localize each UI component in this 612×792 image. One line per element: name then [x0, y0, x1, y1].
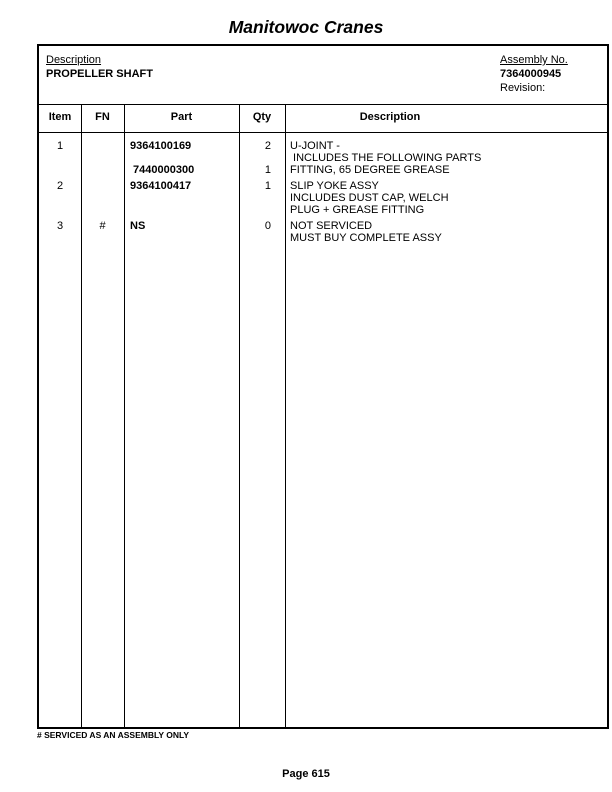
- row-description: [290, 220, 600, 244]
- assembly-no-value: 7364000945: [500, 68, 562, 80]
- revision-label: Revision:: [500, 82, 546, 94]
- row-qty: 0: [264, 220, 271, 232]
- row-item: 1: [56, 140, 64, 152]
- column-divider: [285, 104, 286, 727]
- column-header-qty: Qty: [252, 111, 272, 123]
- row-item: 3: [56, 220, 64, 232]
- column-header-part: Part: [170, 111, 193, 123]
- column-header-description: Description: [359, 111, 421, 123]
- page-number: Page 615: [282, 768, 330, 780]
- row-description: [290, 164, 600, 176]
- row-qty: 1: [264, 164, 271, 176]
- row-part: 7440000300: [130, 164, 195, 176]
- description-line: MUST BUY COMPLETE ASSY: [290, 232, 442, 244]
- description-label: Description: [46, 54, 102, 66]
- description-line: U-JOINT -: [290, 140, 340, 152]
- row-description: [290, 140, 600, 164]
- page-title: Manitowoc Cranes: [228, 17, 384, 37]
- column-divider: [81, 104, 82, 727]
- assembly-no-label: Assembly No.: [500, 54, 568, 66]
- description-line: PLUG + GREASE FITTING: [290, 204, 425, 216]
- row-fn: #: [99, 220, 106, 232]
- row-qty: 1: [264, 180, 271, 192]
- description-line: INCLUDES THE FOLLOWING PARTS: [290, 152, 482, 164]
- description-line: NOT SERVICED: [290, 220, 373, 232]
- description-line: SLIP YOKE ASSY: [290, 180, 379, 192]
- description-line: FITTING, 65 DEGREE GREASE: [290, 164, 450, 176]
- parts-table-frame: [37, 44, 609, 729]
- row-item: 2: [56, 180, 64, 192]
- description-line: INCLUDES DUST CAP, WELCH: [290, 192, 449, 204]
- row-part: NS: [130, 220, 146, 232]
- row-part: 9364100169: [130, 140, 192, 152]
- footnote: # SERVICED AS AN ASSEMBLY ONLY: [37, 730, 190, 740]
- column-header-fn: FN: [95, 111, 110, 123]
- column-divider: [239, 104, 240, 727]
- row-description: [290, 180, 600, 216]
- row-part: 9364100417: [130, 180, 192, 192]
- column-header-item: Item: [48, 111, 72, 123]
- column-divider: [124, 104, 125, 727]
- assembly-description: PROPELLER SHAFT: [46, 68, 153, 80]
- row-qty: 2: [264, 140, 271, 152]
